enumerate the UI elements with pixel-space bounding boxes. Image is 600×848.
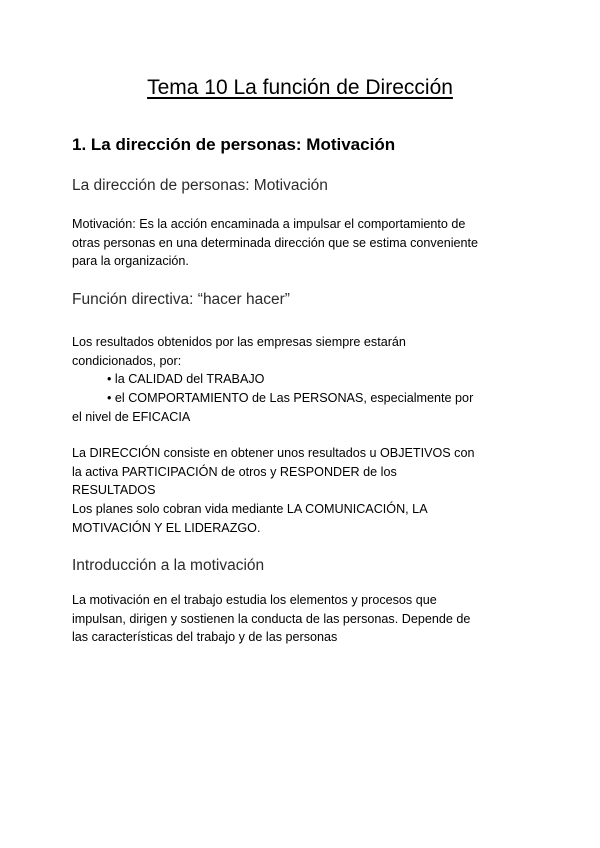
text-line: condicionados, por: — [72, 353, 182, 368]
text-line: Los planes solo cobran vida mediante LA COMUNICACIÓN, LA — [72, 502, 428, 517]
paragraph-introduccion — [72, 591, 532, 647]
paragraph-direccion — [72, 444, 532, 538]
document-title: Tema 10 La función de Dirección — [147, 76, 453, 99]
text-line: para la organización. — [72, 254, 189, 269]
paragraph-resultados — [72, 333, 532, 427]
section-heading: 1. La dirección de personas: Motivación — [72, 135, 396, 154]
text-line: otras personas en una determinada dirección que se estima conveniente — [72, 235, 479, 250]
subheading-funcion-directiva: Función directiva: “hacer hacer” — [72, 291, 290, 308]
text-line: las características del trabajo y de las personas — [72, 630, 338, 645]
bullet-item: • la CALIDAD del TRABAJO — [107, 372, 265, 387]
text-line: MOTIVACIÓN Y EL LIDERAZGO. — [72, 520, 261, 535]
text-line: Motivación: Es la acción encaminada a impulsar el comportamiento de — [72, 217, 466, 231]
text-line: impulsan, dirigen y sostienen la conducta de las personas. Depende de — [72, 611, 471, 626]
subheading-introduccion: Introducción a la motivación — [72, 557, 265, 574]
bullet-continuation: el nivel de EFICACIA — [72, 409, 191, 424]
text-line: RESULTADOS — [72, 483, 156, 498]
text-line: La motivación en el trabajo estudia los elementos y procesos que — [72, 593, 437, 607]
paragraph-motivacion — [72, 215, 532, 271]
text-line: Los resultados obtenidos por las empresas siempre estarán — [72, 335, 406, 349]
text-line: la activa PARTICIPACIÓN de otros y RESPONDER de los — [72, 464, 397, 479]
subheading-direccion-personas: La dirección de personas: Motivación — [72, 177, 328, 194]
bullet-item: • el COMPORTAMIENTO de Las PERSONAS, especialmente por — [107, 391, 474, 406]
text-line: La DIRECCIÓN consiste en obtener unos resultados u OBJETIVOS con — [72, 446, 475, 460]
